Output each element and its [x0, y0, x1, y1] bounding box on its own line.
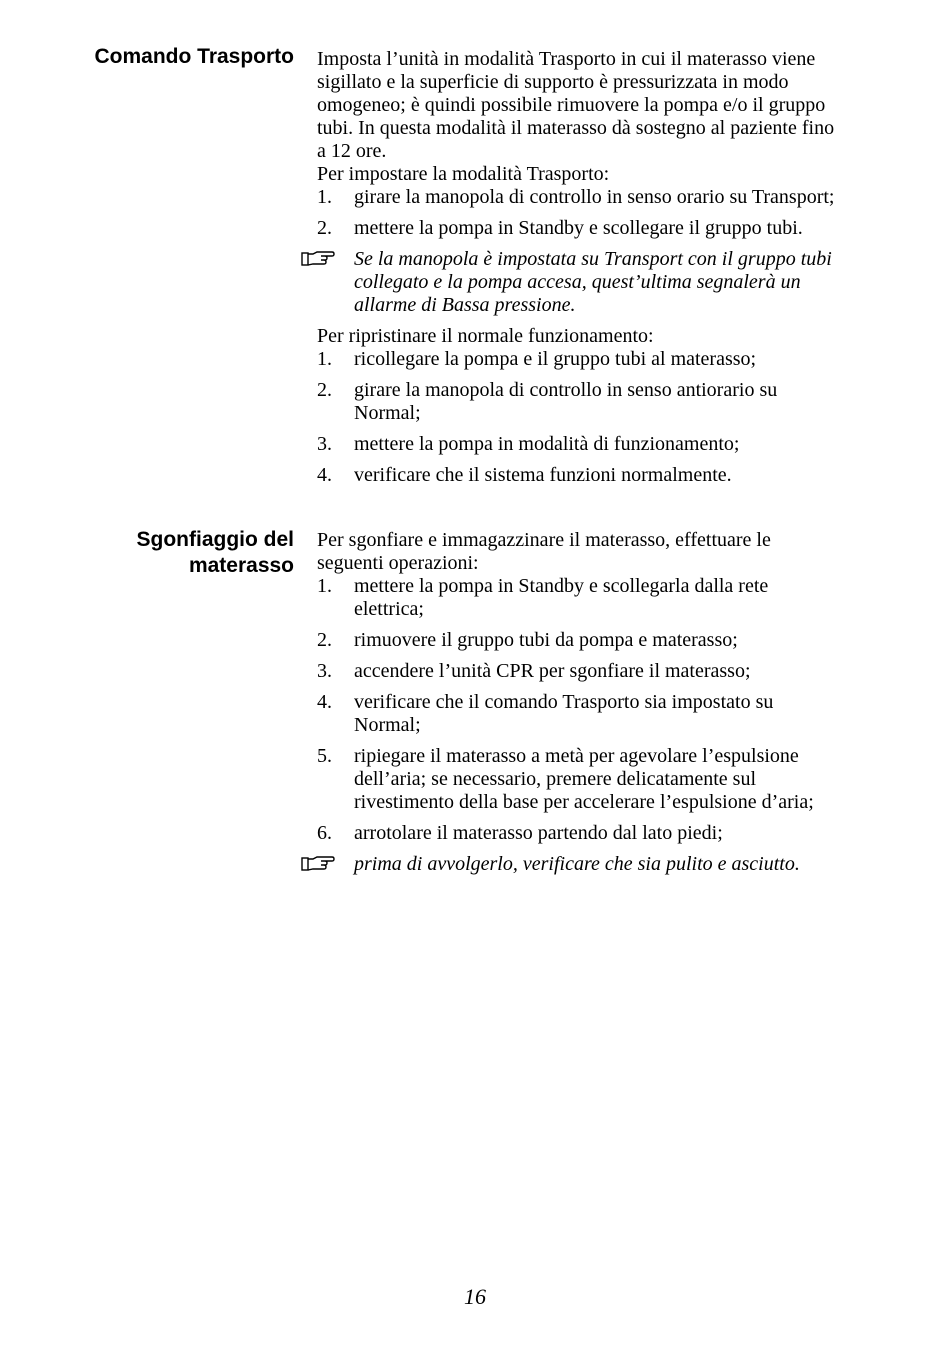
list-item: 3. mettere la pompa in modalità di funzionamento; [317, 433, 740, 455]
list-item: 5. ripiegare il materasso a metà per agevolare l’espulsione dell’aria; se necessario, premere delicatamente sul rivestimento della base per accelerare l’espulsione d’aria; [317, 745, 814, 813]
restore-steps [317, 348, 842, 487]
list-item: 2. girare la manopola di controllo in senso antiorario su Normal; [317, 379, 778, 424]
list-item: 1. girare la manopola di controllo in senso orario su Transport; [317, 186, 835, 208]
note-low-pressure: Se la manopola è impostata su Transport con il gruppo tubi collegato e la pompa accesa, quest’ultima segnalerà un allarme di Bassa pressione. [317, 248, 842, 317]
note-clean-dry: prima di avvolgerlo, verificare che sia pulito e asciutto. [317, 853, 842, 876]
section-body-deflation [317, 529, 842, 876]
list-item: 4. verificare che il comando Trasporto sia impostato su Normal; [317, 691, 774, 736]
list-item: 2. rimuovere il gruppo tubi da pompa e materasso; [317, 629, 738, 651]
pointing-hand-icon [301, 855, 335, 873]
set-transport-intro: Per impostare la modalità Trasporto: [317, 163, 610, 185]
deflation-steps [317, 575, 842, 845]
section-body-transport [317, 48, 842, 487]
section-title-deflation: Sgonfiaggio del materasso [136, 528, 294, 577]
page-number: 16 [464, 1284, 486, 1309]
pointing-hand-icon [301, 250, 335, 268]
section-title-transport: Comando Trasporto [94, 45, 294, 68]
list-item: 4. verificare che il sistema funzioni normalmente. [317, 464, 732, 486]
deflation-intro: Per sgonfiare e immagazzinare il materasso, effettuare le seguenti operazioni: [317, 529, 771, 574]
list-item: 6. arrotolare il materasso partendo dal lato piedi; [317, 822, 723, 844]
list-item: 2. mettere la pompa in Standby e scollegare il gruppo tubi. [317, 217, 803, 239]
restore-intro: Per ripristinare il normale funzionamento: [317, 325, 654, 347]
list-item: 1. ricollegare la pompa e il gruppo tubi al materasso; [317, 348, 757, 370]
list-item: 1. mettere la pompa in Standby e scollegarla dalla rete elettrica; [317, 575, 769, 620]
list-item: 3. accendere l’unità CPR per sgonfiare il materasso; [317, 660, 751, 682]
transport-intro: Imposta l’unità in modalità Trasporto in cui il materasso viene sigillato e la superficie di supporto è pressurizzata in modo omogeneo; è quindi possibile rimuovere la pompa e/o il gruppo tubi. In questa modalità il materasso dà sostegno al paziente fino a 12 ore. [317, 48, 835, 162]
set-transport-steps [317, 186, 842, 240]
